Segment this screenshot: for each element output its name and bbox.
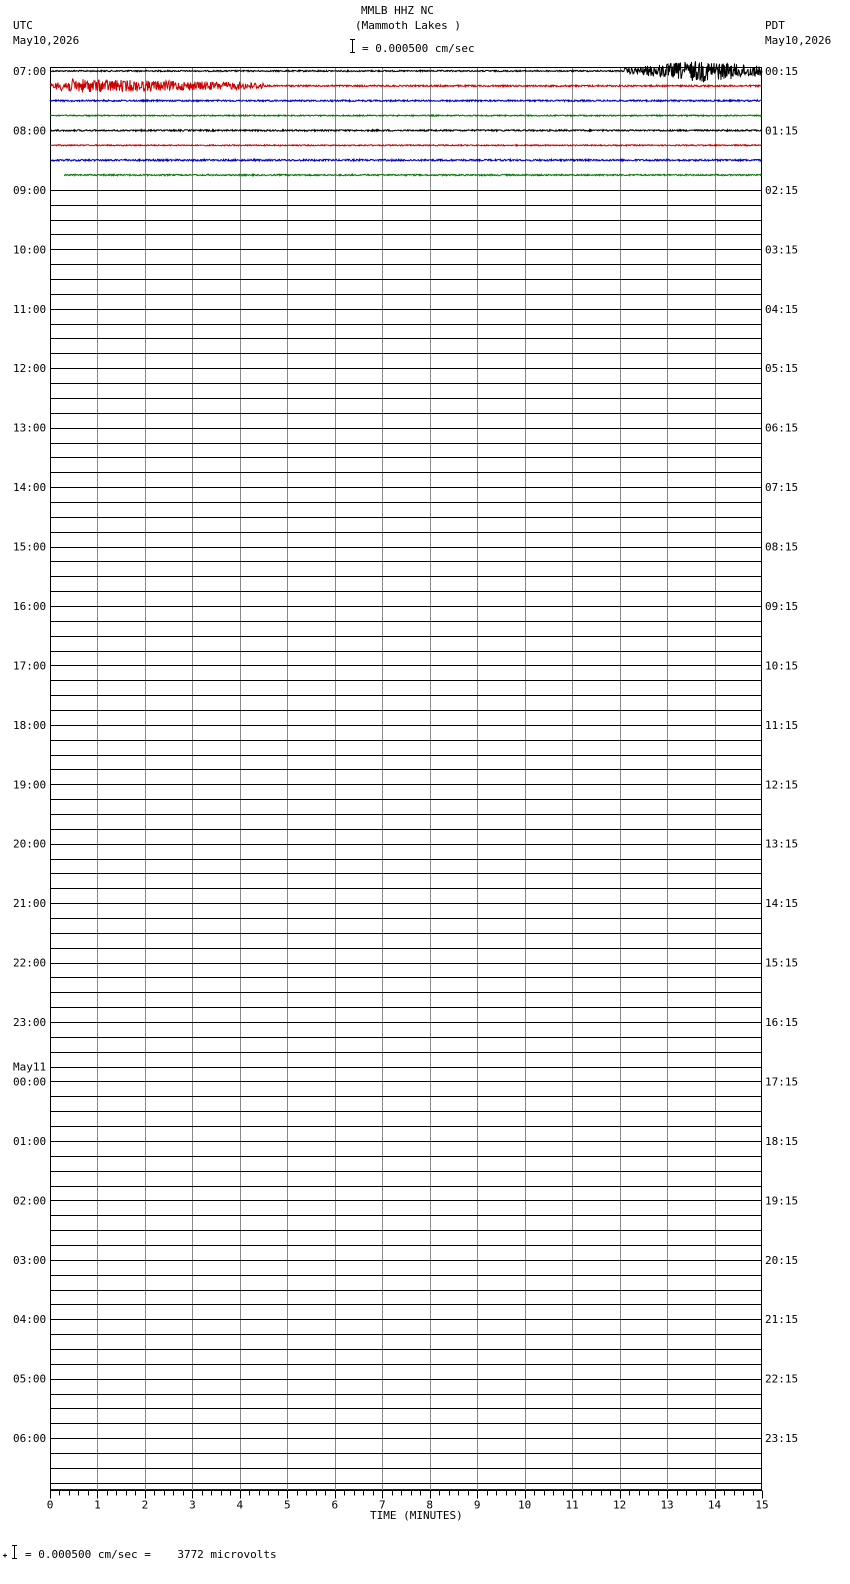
- utc-hour-label: 05:00: [13, 1372, 47, 1386]
- pdt-hour-label: 21:15: [765, 1313, 799, 1327]
- pdt-hour-label: 03:15: [765, 243, 799, 257]
- utc-hour-label: 23:00: [13, 1016, 47, 1030]
- trace-row-2: [50, 100, 762, 102]
- date-change-label: May11: [13, 1060, 47, 1074]
- trace-row-0: [50, 61, 762, 81]
- utc-hour-label: 13:00: [13, 421, 47, 435]
- footer-scale-bar-icon: [3, 1545, 17, 1559]
- x-tick-label: 5: [284, 1498, 291, 1512]
- utc-hour-label: 12:00: [13, 362, 47, 376]
- utc-hour-label: 09:00: [13, 183, 47, 197]
- utc-hour-label: 16:00: [13, 599, 47, 613]
- utc-hour-label: 11:00: [13, 302, 47, 316]
- utc-hour-label: 14:00: [13, 481, 47, 495]
- trace-row-7: [64, 174, 762, 175]
- utc-hour-label: 02:00: [13, 1194, 47, 1208]
- pdt-hour-label: 09:15: [765, 599, 799, 613]
- utc-hour-label: 19:00: [13, 778, 47, 792]
- footer-scale-label: = 0.000500 cm/sec = 3772 microvolts: [25, 1548, 277, 1561]
- utc-hour-label: 18:00: [13, 718, 47, 732]
- utc-hour-label: 20:00: [13, 837, 47, 851]
- scale-bar-label: = 0.000500 cm/sec: [362, 42, 475, 55]
- pdt-hour-label: 20:15: [765, 1253, 799, 1267]
- trace-row-5: [50, 145, 762, 146]
- x-tick-label: 15: [755, 1498, 769, 1512]
- x-tick-label: 2: [141, 1498, 149, 1512]
- pdt-hour-label: 17:15: [765, 1075, 799, 1089]
- utc-hour-label: 03:00: [13, 1253, 47, 1267]
- pdt-hour-label: 06:15: [765, 421, 799, 435]
- scale-bar-icon: [350, 39, 355, 53]
- trace-row-4: [50, 130, 762, 132]
- utc-hour-label: 01:00: [13, 1134, 47, 1148]
- utc-hour-label: 06:00: [13, 1432, 47, 1446]
- x-tick-label: 0: [46, 1498, 54, 1512]
- utc-hour-label: 10:00: [13, 243, 47, 257]
- utc-hour-label: 04:00: [13, 1313, 47, 1327]
- station-title: MMLB HHZ NC: [361, 4, 434, 17]
- pdt-hour-label: 07:15: [765, 481, 799, 495]
- utc-hour-label: 08:00: [13, 124, 47, 138]
- pdt-hour-label: 04:15: [765, 302, 799, 316]
- plot-frame: [51, 68, 762, 1490]
- utc-hour-label: 00:00: [13, 1075, 47, 1089]
- utc-hour-label: 15:00: [13, 540, 47, 554]
- x-tick-label: 7: [378, 1498, 386, 1512]
- pdt-hour-label: 05:15: [765, 362, 799, 376]
- pdt-date: May10,2026: [765, 34, 832, 47]
- pdt-hour-label: 02:15: [765, 183, 799, 197]
- x-tick-label: 6: [331, 1498, 339, 1512]
- x-tick-label: 8: [426, 1498, 434, 1512]
- x-tick-label: 4: [236, 1498, 244, 1512]
- pdt-hour-label: 14:15: [765, 897, 799, 911]
- x-tick-label: 11: [565, 1498, 579, 1512]
- x-tick-label: 3: [189, 1498, 196, 1512]
- pdt-hour-label: 08:15: [765, 540, 799, 554]
- utc-hour-label: 22:00: [13, 956, 47, 970]
- x-tick-label: 14: [707, 1498, 722, 1512]
- trace-row-6: [50, 159, 762, 161]
- plot-grid: [50, 68, 762, 1491]
- x-tick-label: 12: [612, 1498, 627, 1512]
- pdt-hour-label: 23:15: [765, 1432, 799, 1446]
- pdt-hour-label: 12:15: [765, 778, 799, 792]
- utc-hour-label: 17:00: [13, 659, 47, 673]
- pdt-hour-label: 15:15: [765, 956, 799, 970]
- pdt-label: PDT: [765, 19, 785, 32]
- x-tick-label: 13: [660, 1498, 674, 1512]
- trace-row-1: [50, 79, 762, 92]
- utc-date: May10,2026: [13, 34, 80, 47]
- x-axis-label: TIME (MINUTES): [370, 1509, 463, 1522]
- x-tick-label: 1: [94, 1498, 101, 1512]
- seismic-traces: [50, 61, 762, 176]
- pdt-hour-label: 11:15: [765, 718, 799, 732]
- pdt-hour-label: 13:15: [765, 837, 799, 851]
- pdt-hour-label: 16:15: [765, 1016, 799, 1030]
- station-location: (Mammoth Lakes ): [355, 19, 461, 32]
- pdt-hour-label: 19:15: [765, 1194, 799, 1208]
- trace-row-3: [50, 115, 762, 116]
- utc-hour-label: 21:00: [13, 897, 47, 911]
- utc-hour-label: 07:00: [13, 65, 47, 78]
- pdt-hour-label: 01:15: [765, 124, 799, 138]
- x-tick-label: 9: [473, 1498, 481, 1512]
- utc-label: UTC: [13, 19, 33, 32]
- pdt-hour-label: 00:15: [765, 65, 799, 78]
- time-axis: [47, 1491, 769, 1512]
- pdt-hour-label: 22:15: [765, 1372, 799, 1386]
- pdt-hour-label: 10:15: [765, 659, 799, 673]
- pdt-hour-label: 18:15: [765, 1134, 799, 1148]
- x-tick-label: 10: [518, 1498, 532, 1512]
